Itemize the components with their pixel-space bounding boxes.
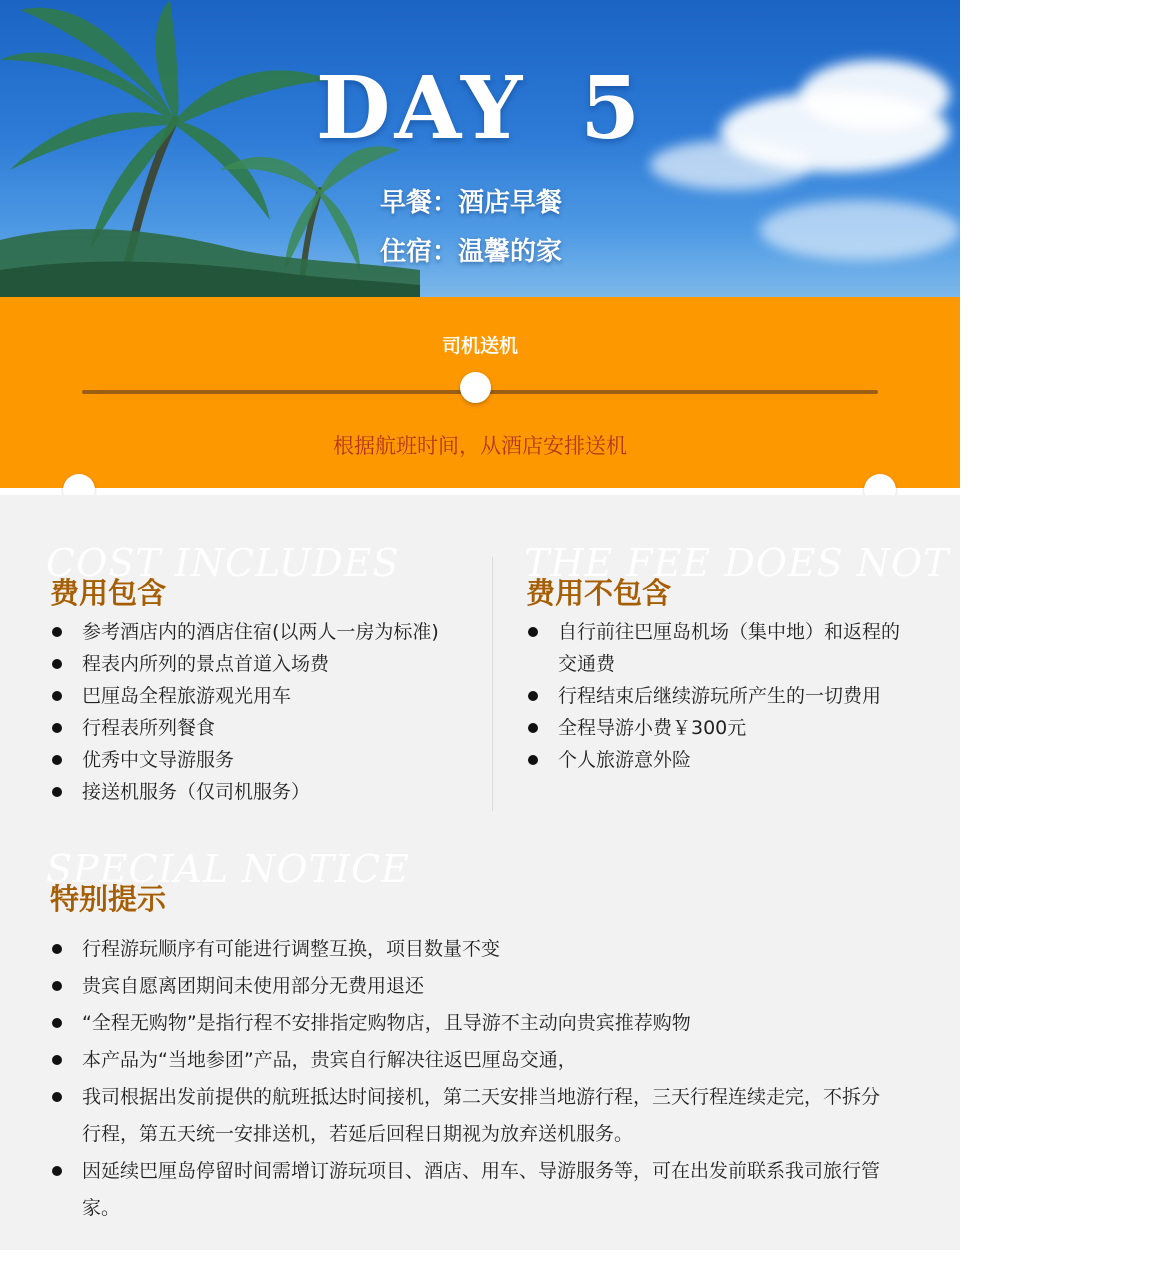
transfer-description: 根据航班时间，从酒店安排送机 — [333, 434, 627, 458]
list-item: 参考酒店内的酒店住宿(以两人一房为标准) — [50, 616, 480, 648]
list-item: 贵宾自愿离团期间未使用部分无费用退还 — [50, 968, 880, 1005]
includes-list — [50, 616, 480, 808]
excludes-watermark: THE FEE DOES NOT INCLUDE — [524, 541, 1160, 585]
notice-list — [50, 931, 880, 1227]
column-divider — [492, 557, 493, 811]
list-item: 巴厘岛全程旅游观光用车 — [50, 680, 480, 712]
includes-title: 费用包含 — [50, 576, 167, 610]
list-item: 行程游玩顺序有可能进行调整互换，项目数量不变 — [50, 931, 880, 968]
day-title: DAY 5 — [315, 58, 645, 159]
list-item: 程表内所列的景点首道入场费 — [50, 648, 480, 680]
notice-watermark: SPECIAL NOTICE — [46, 847, 410, 891]
lodging-info: 住宿：温馨的家 — [380, 237, 563, 267]
footer-strip — [0, 1250, 960, 1280]
list-item: 全程导游小费￥300元 — [526, 712, 906, 744]
timeline-marker — [460, 372, 491, 403]
excludes-list — [526, 616, 906, 776]
list-item: 优秀中文导游服务 — [50, 744, 480, 776]
transfer-band — [0, 297, 960, 488]
list-item: 我司根据出发前提供的航班抵达时间接机，第二天安排当地游行程，三天行程连续走完，不拆分行程，第五天统一安排送机，若延后回程日期视为放弃送机服务。 — [50, 1079, 880, 1153]
cloud-decoration — [760, 200, 960, 260]
content-panel — [0, 495, 1160, 1250]
list-item: 接送机服务（仅司机服务） — [50, 776, 480, 808]
excludes-title: 费用不包含 — [526, 576, 672, 610]
breakfast-info: 早餐：酒店早餐 — [380, 188, 563, 218]
transfer-label: 司机送机 — [441, 335, 518, 357]
hero-banner — [0, 0, 960, 297]
list-item: 行程表所列餐食 — [50, 712, 480, 744]
notice-title: 特别提示 — [50, 882, 167, 916]
list-item: “全程无购物”是指行程不安排指定购物店，且导游不主动向贵宾推荐购物 — [50, 1005, 880, 1042]
list-item: 因延续巴厘岛停留时间需增订游玩项目、酒店、用车、导游服务等，可在出发前联系我司旅行管家。 — [50, 1153, 880, 1227]
list-item: 个人旅游意外险 — [526, 744, 906, 776]
includes-watermark: COST INCLUDES — [46, 541, 400, 585]
list-item: 自行前往巴厘岛机场（集中地）和返程的交通费 — [526, 616, 906, 680]
list-item: 行程结束后继续游玩所产生的一切费用 — [526, 680, 906, 712]
list-item: 本产品为“当地参团”产品，贵宾自行解决往返巴厘岛交通， — [50, 1042, 880, 1079]
